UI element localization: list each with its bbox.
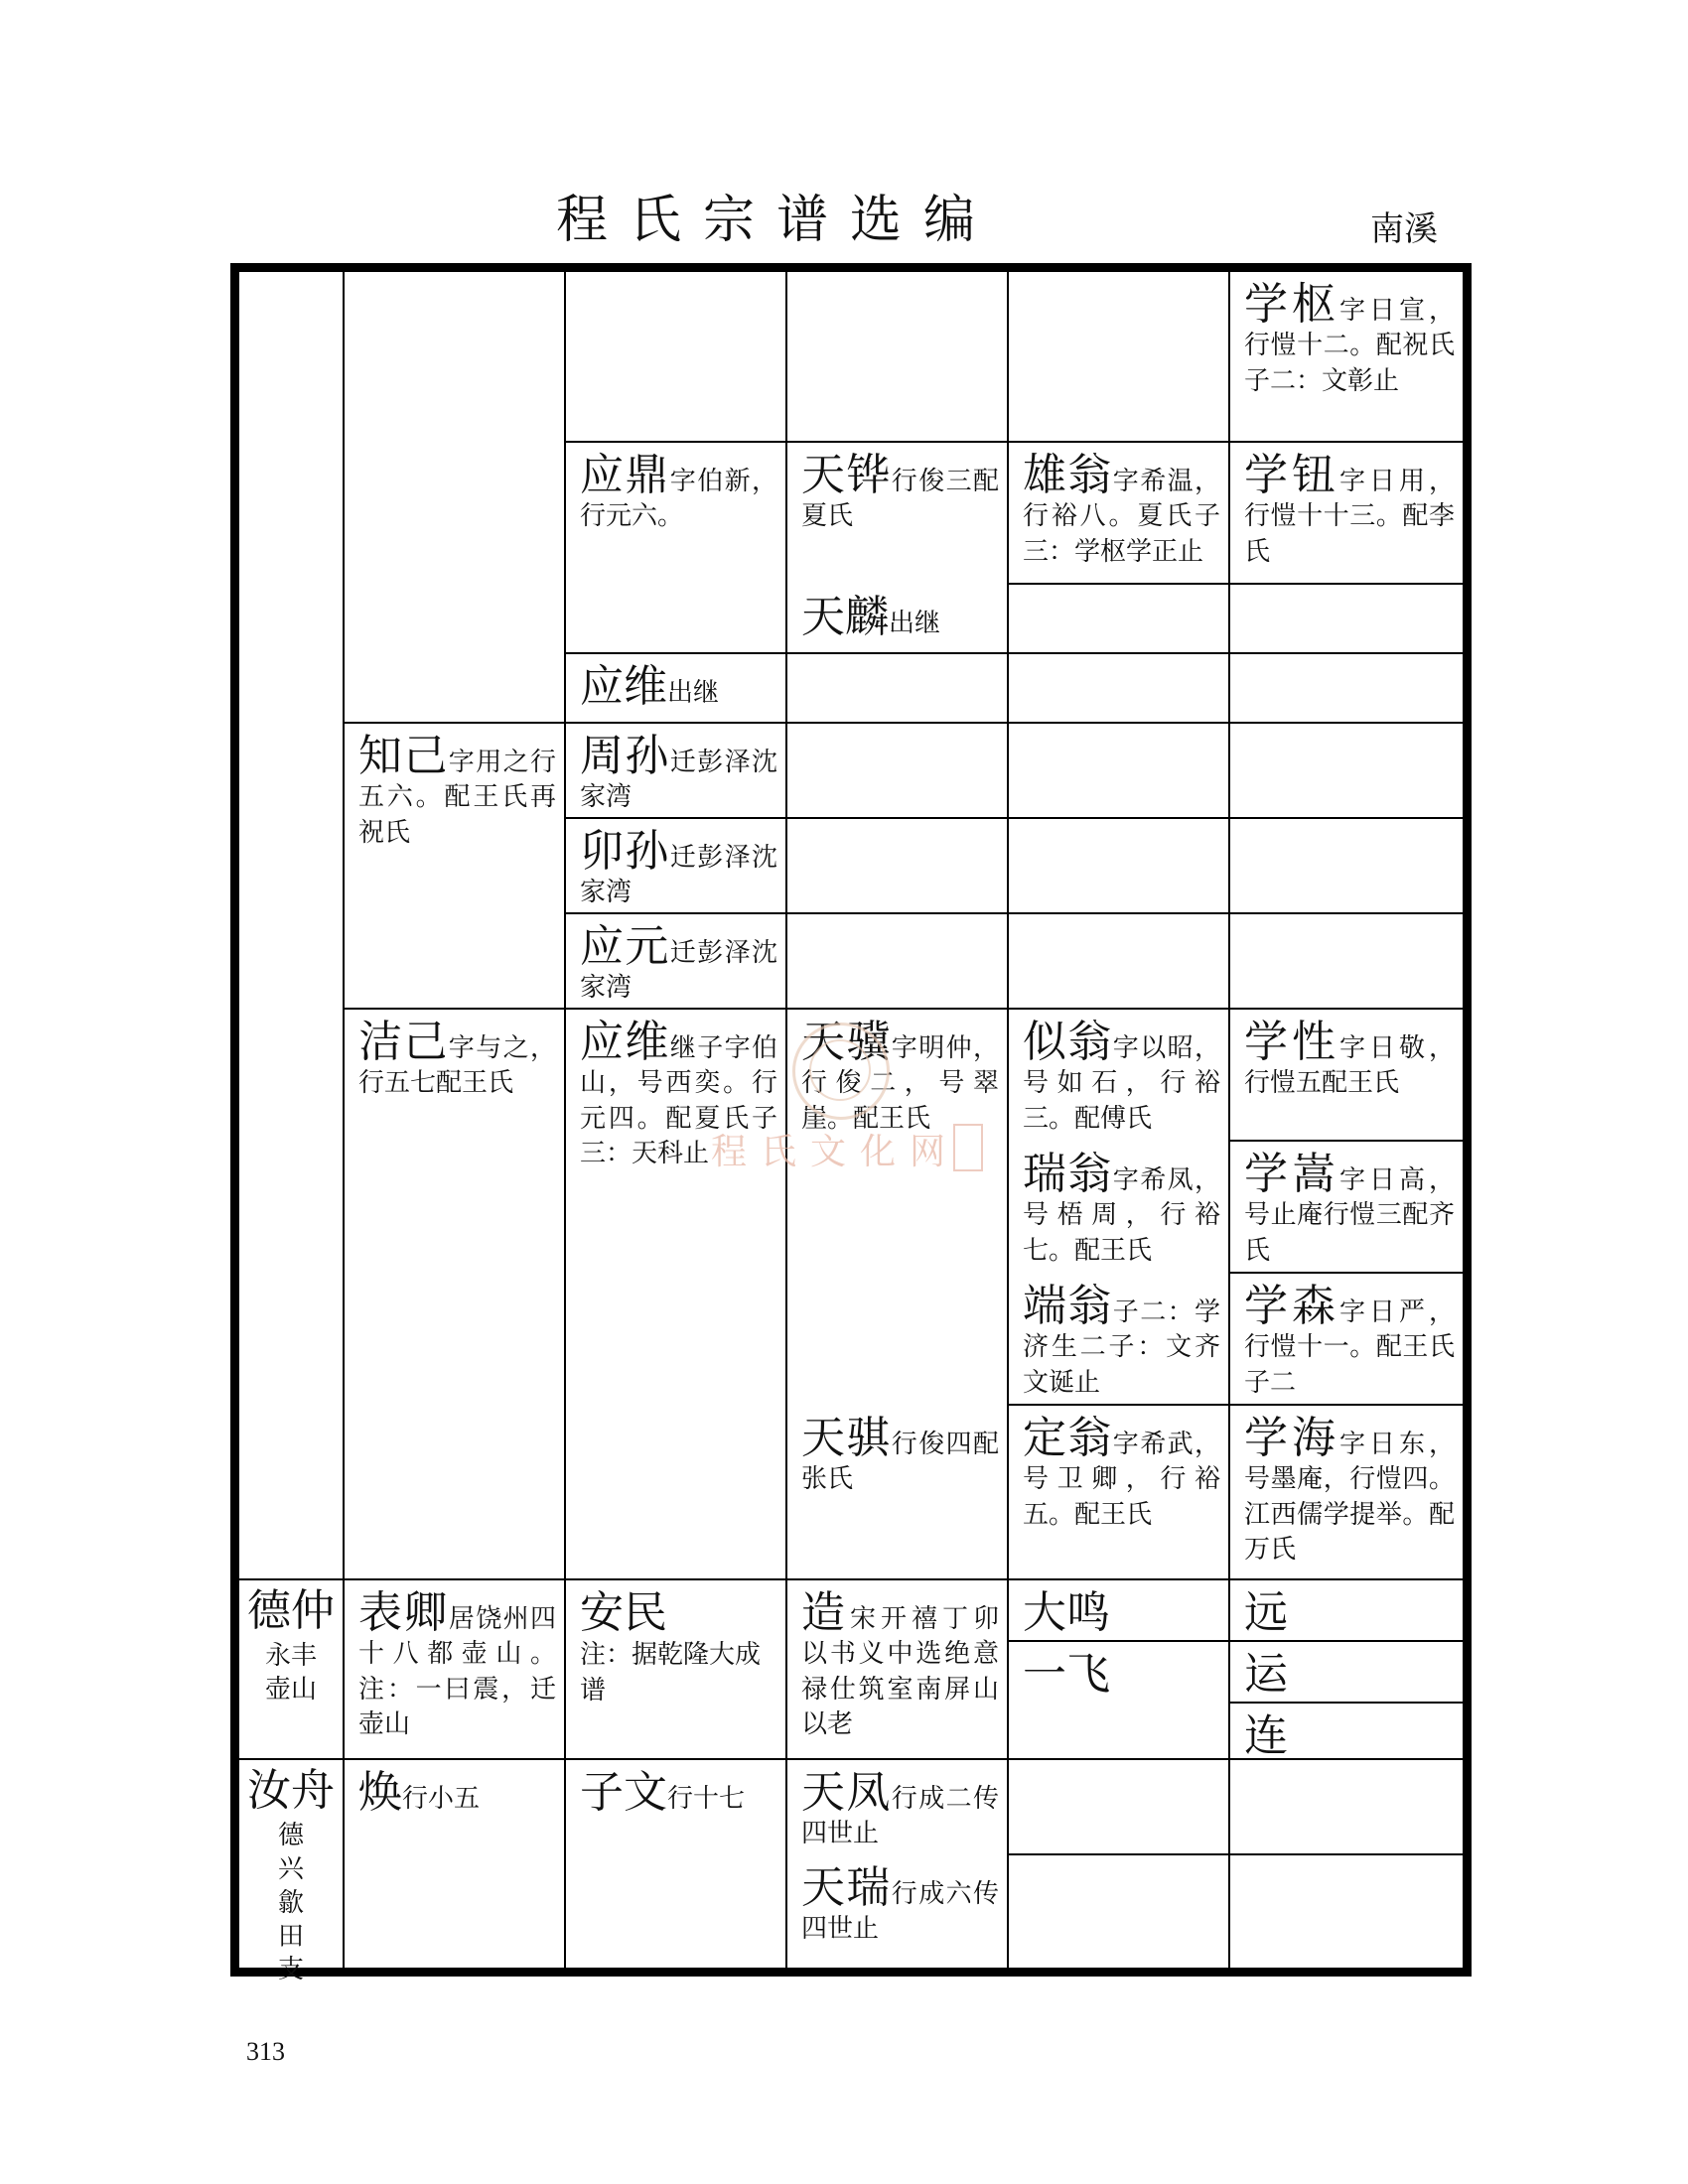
- table-cell: [787, 443, 1007, 583]
- person-name: 运: [1244, 1649, 1288, 1700]
- person-note: 迁彭泽沈家湾: [580, 843, 777, 908]
- table-cell: [345, 1580, 564, 1758]
- table-cell: [345, 1760, 564, 1968]
- person-note: 子二：学济生二子：文齐文诞止: [1023, 1297, 1220, 1398]
- person-name: 洁己: [358, 1017, 449, 1067]
- table-cell: [1009, 1274, 1228, 1404]
- table-cell: [1009, 1580, 1228, 1640]
- person-name: 学性: [1244, 1017, 1339, 1067]
- person-name: 德仲: [247, 1585, 335, 1636]
- person-name: 汝舟: [247, 1765, 335, 1816]
- person-name: 天凤: [801, 1767, 892, 1818]
- person-name: 天麟: [801, 592, 889, 642]
- person-name: 天瑞: [801, 1862, 892, 1913]
- person-name: 端翁: [1023, 1281, 1113, 1331]
- table-cell: [1230, 272, 1463, 441]
- table-cell: [1009, 1142, 1228, 1272]
- table-cell: [787, 1406, 1007, 1578]
- table-cell: [1230, 1274, 1463, 1404]
- table-cell: [566, 654, 785, 722]
- table-cell: [1230, 1406, 1463, 1578]
- table-cell: [787, 1760, 1007, 1853]
- table-cell: [566, 1580, 785, 1758]
- person-note: 字日高，号止庵行愷三配齐氏: [1244, 1165, 1455, 1266]
- person-name: 大鸣: [1023, 1587, 1110, 1638]
- person-name: 安民: [580, 1587, 667, 1638]
- person-note: 注：据乾隆大成谱: [580, 1640, 762, 1706]
- person-name: 焕: [358, 1767, 402, 1818]
- person-name: 应鼎: [580, 450, 670, 500]
- branch-label: 南溪: [1370, 209, 1438, 249]
- person-name: 学枢: [1244, 279, 1339, 330]
- person-name: 天骥: [801, 1017, 892, 1067]
- person-name: 子文: [580, 1767, 667, 1818]
- page-title: 程氏宗谱选编: [556, 191, 998, 250]
- person-note: 字以昭，号如石，行裕三。配傅氏: [1023, 1033, 1220, 1134]
- table-cell: [1230, 1580, 1463, 1640]
- person-note: 永丰壶山: [264, 1641, 317, 1705]
- person-note: 居饶州四十八都壶山。注：一曰震，迁壶山: [358, 1604, 556, 1740]
- person-name: 定翁: [1023, 1413, 1113, 1463]
- person-note: 字日东，号墨庵，行愷四。江西儒学提举。配万氏: [1244, 1430, 1455, 1566]
- person-name: 周孙: [580, 731, 670, 781]
- watermark-text: 程氏文化网: [711, 1132, 960, 1172]
- person-name: 雄翁: [1023, 450, 1113, 500]
- person-note: 字希凤，号梧周，行裕七。配王氏: [1023, 1165, 1220, 1266]
- person-name: 连: [1244, 1710, 1288, 1761]
- person-name: 卯孙: [580, 826, 670, 877]
- person-note: 字用之行五六。配王氏再祝氏: [358, 748, 556, 848]
- person-name: 应维: [580, 1017, 670, 1067]
- person-name: 远: [1244, 1587, 1288, 1638]
- table-cell: [1009, 443, 1228, 583]
- person-note: 字日宣，行愷十二。配祝氏子二：文彰止: [1244, 296, 1455, 396]
- genealogy-table-frame: [230, 263, 1472, 1985]
- table-cell: [1230, 1142, 1463, 1272]
- person-note: 宋开禧丁卯以书义中选绝意禄仕筑室南屏山以老: [801, 1604, 999, 1740]
- person-name: 应维: [580, 661, 667, 712]
- table-cell: [1230, 1642, 1463, 1702]
- person-note: 行成六传四世止: [801, 1879, 999, 1945]
- table-cell: [566, 819, 785, 912]
- person-note: 字日用，行愷十十三。配李氏: [1244, 467, 1455, 567]
- person-note: 字与之，行五七配王氏: [358, 1033, 556, 1099]
- table-cell: [1230, 1704, 1463, 1761]
- person-name: 瑞翁: [1023, 1149, 1113, 1199]
- person-name: 天铧: [801, 450, 892, 500]
- table-cell: [566, 914, 785, 1008]
- person-name: 知己: [358, 731, 449, 781]
- table-cell: [787, 585, 1007, 652]
- person-note: 行成二传四世止: [801, 1784, 999, 1849]
- person-name: 一飞: [1023, 1649, 1110, 1700]
- person-note: 字希武，号卫卿，行裕五。配王氏: [1023, 1430, 1220, 1530]
- table-cell: [1009, 1010, 1228, 1140]
- table-cell: [787, 1580, 1007, 1758]
- person-note: 行十七: [667, 1784, 746, 1814]
- person-note: 出继: [667, 678, 720, 708]
- table-cell: [1009, 1642, 1228, 1758]
- person-name: 学森: [1244, 1281, 1339, 1331]
- person-note: 字日严，行愷十一。配王氏子二: [1244, 1297, 1455, 1398]
- table-cell: [1230, 443, 1463, 583]
- person-name: 学钮: [1244, 450, 1339, 500]
- page-number: 313: [246, 2037, 285, 2066]
- table-cell: [345, 724, 564, 1008]
- table-cell: [239, 1580, 343, 1758]
- person-name: 学嵩: [1244, 1149, 1339, 1199]
- person-note: 字希温，行裕八。夏氏子三：学枢学正止: [1023, 467, 1220, 567]
- person-note: 出继: [889, 609, 941, 638]
- person-note: 字日敬，行愷五配王氏: [1244, 1033, 1455, 1099]
- person-name: 学海: [1244, 1413, 1339, 1463]
- person-note: 继子字伯山，号西奕。行元四。配夏氏子三：天科止: [580, 1033, 777, 1169]
- person-note: 行小五: [402, 1784, 481, 1814]
- person-note: 迁彭泽沈家湾: [580, 938, 777, 1004]
- person-note: 行俊四配张氏: [801, 1430, 999, 1495]
- table-cell: [1009, 1406, 1228, 1578]
- person-name: 表卿: [358, 1587, 449, 1638]
- person-note: 字伯新，行元六。: [580, 467, 777, 532]
- genealogy-table: [239, 272, 1463, 1985]
- table-cell: [566, 1760, 785, 1968]
- table-cell: [787, 1855, 1007, 1968]
- table-cell: [787, 1010, 1007, 1404]
- person-name: 造: [801, 1587, 850, 1638]
- table-cell: [1230, 1010, 1463, 1140]
- person-name: 似翁: [1023, 1017, 1113, 1067]
- table-cell: [239, 1760, 343, 1985]
- table-cell: [566, 1010, 785, 1578]
- table-cell: [566, 724, 785, 817]
- person-note: 字明仲，行俊二，号翠崖。配王氏: [801, 1033, 999, 1134]
- person-note: 行俊三配夏氏: [801, 467, 999, 532]
- person-name: 应元: [580, 921, 670, 972]
- person-note: 迁彭泽沈家湾: [580, 748, 777, 813]
- table-cell: [345, 1010, 564, 1578]
- person-name: 天骐: [801, 1413, 892, 1463]
- person-note: 德兴歙田支: [277, 1821, 304, 1985]
